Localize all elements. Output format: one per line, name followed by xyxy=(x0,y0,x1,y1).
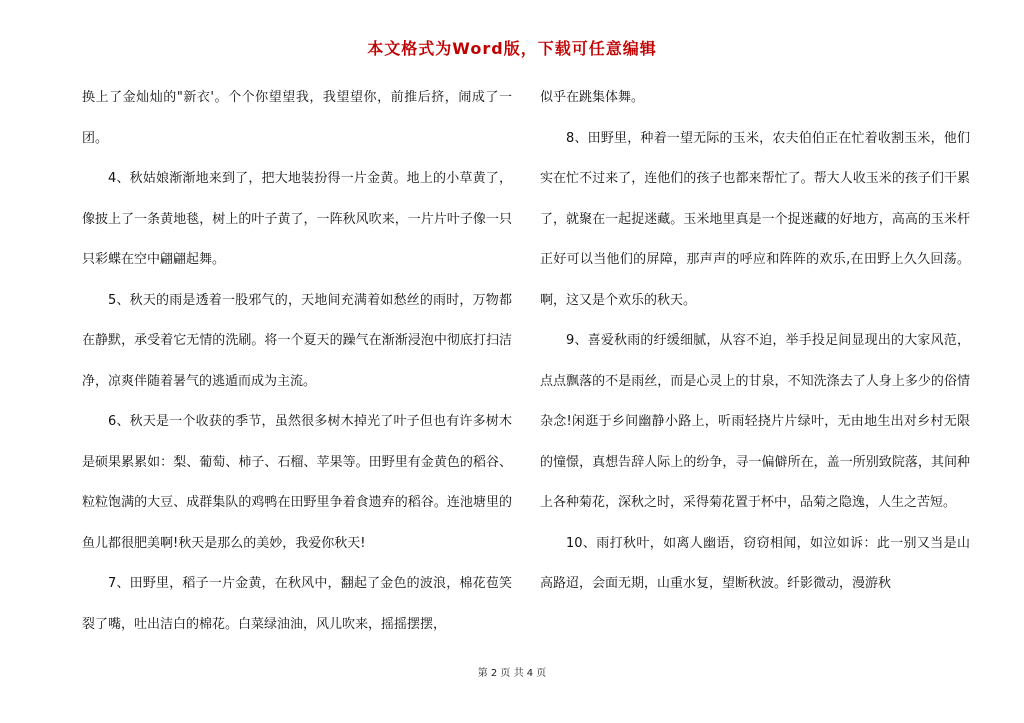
paragraph: 8、田野里，种着一望无际的玉米，农夫伯伯正在忙着收割玉米，他们实在忙不过来了，连他们的孩子也都来帮忙了。帮大人收玉米的孩子们干累了，就聚在一起捉迷藏。玉米地里真是一个捉迷藏的好地方，高高的玉米杆正好可以当他们的屏障，那声声的呼应和阵阵的欢乐,在田野上久久回荡。啊，这又是个欢乐的秋天。 xyxy=(540,130,970,308)
paragraph: 9、喜爱秋雨的纡缓细腻，从容不迫，举手投足间显现出的大家风范，点点飘落的不是雨丝，而是心灵上的甘泉，不知洗涤去了人身上多少的俗情杂念!闲逛于乡间幽静小路上，听雨轻挠片片绿叶，无由地生出对乡村无限的憧憬，真想告辞人际上的纷争，寻一偏僻所在，盖一所别致院落，其间种上各种菊花，深秋之时，采得菊花置于杯中，品菊之隐逸，人生之苦短。 xyxy=(540,333,970,510)
page-number-footer: 第 2 页 共 4 页 xyxy=(477,668,547,679)
paragraph: 6、秋天是一个收获的季节，虽然很多树木掉光了叶子但也有许多树木是硕果累累如：梨、葡萄、柿子、石榴、苹果等。田野里有金黄色的稻谷、粒粒饱满的大豆、成群集队的鸡鸭在田野里争着食遗弃的稻谷。连池塘里的鱼儿都很肥美啊!秋天是那么的美妙，我爱你秋天! xyxy=(82,414,512,551)
right-text-column xyxy=(540,78,970,605)
paragraph: 10、雨打秋叶，如离人幽语，窃窃相闻，如泣如诉：此一别又当是山高路迢，会面无期，山重水复，望断秋波。纤影微动，漫游秋 xyxy=(540,535,970,591)
left-text-column xyxy=(82,78,512,645)
paragraph: 似乎在跳集体舞。 xyxy=(540,90,645,105)
page-header-title: 本文格式为Word版，下载可任意编辑 xyxy=(367,39,657,58)
paragraph: 换上了金灿灿的"新衣'。个个你望望我，我望望你，前推后挤，闹成了一团。 xyxy=(82,90,512,146)
paragraph: 4、秋姑娘渐渐地来到了，把大地装扮得一片金黄。地上的小草黄了，像披上了一条黄地毯，树上的叶子黄了，一阵秋风吹来，一片片叶子像一只只彩蝶在空中翩翩起舞。 xyxy=(82,171,512,267)
paragraph: 7、田野里，稻子一片金黄，在秋风中，翻起了金色的波浪，棉花苞笑裂了嘴，吐出洁白的棉花。白菜绿油油，风儿吹来，摇摇摆摆， xyxy=(82,576,512,632)
paragraph: 5、秋天的雨是透着一股邪气的，天地间充满着如愁丝的雨时，万物都在静默，承受着它无情的洗刷。将一个夏天的躁气在渐渐浸泡中彻底打扫洁净，凉爽伴随着暑气的逃遁而成为主流。 xyxy=(82,292,512,389)
